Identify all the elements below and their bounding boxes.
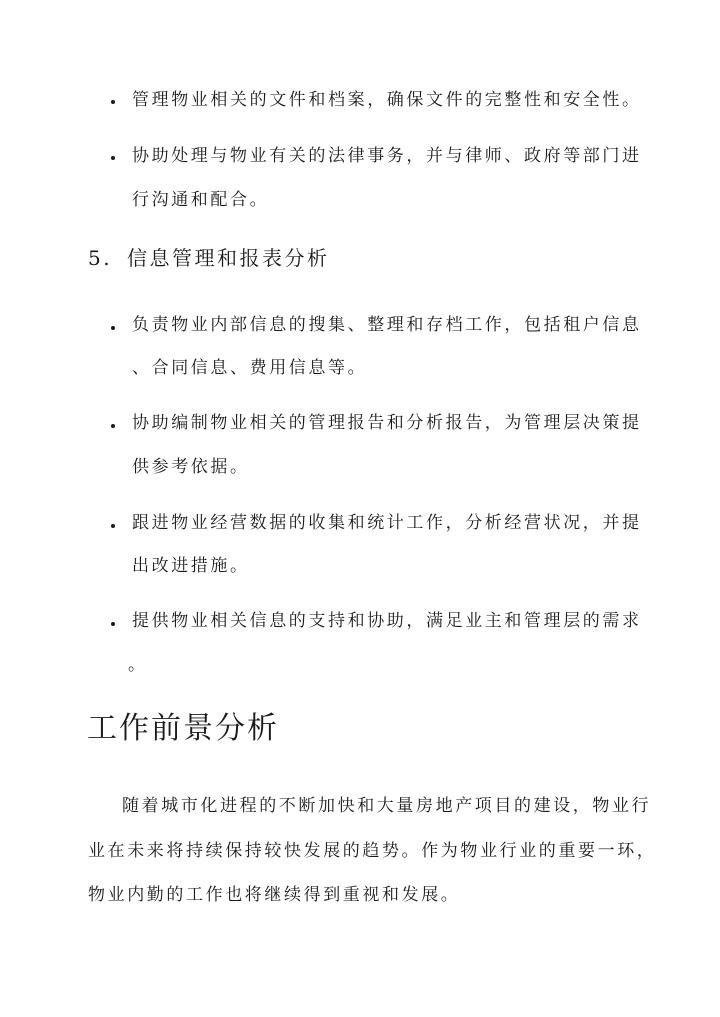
paragraph-line: 随着城市化进程的不断加快和大量房地产项目的建设，物业行 [122,796,652,816]
list-item-text: 协助处理与物业有关的法律事务，并与律师、政府等部门进 [132,146,642,166]
paragraph-line: 物业内勤的工作也将继续得到重视和发展。 [88,885,461,905]
list-item-text: 负责物业内部信息的搜集、整理和存档工作，包括租户信息 [132,315,642,335]
list-item-text: 供参考依据。 [132,457,250,477]
paragraph-line: 业在未来将持续保持较快发展的趋势。作为物业行业的重要一环， [88,841,657,861]
list-item-text: 。 [128,655,148,675]
list-item-text: 出改进措施。 [132,556,250,576]
list-item-text: 协助编制物业相关的管理报告和分析报告，为管理层决策提 [132,413,642,433]
bullet-icon [111,156,115,160]
bullet-icon [111,424,115,428]
bullet-icon [111,100,115,104]
list-item-text: 跟进物业经营数据的收集和统计工作，分析经营状况，并提 [132,513,642,533]
section-number: 5. [88,246,113,270]
list-item-text: 提供物业相关信息的支持和协助，满足业主和管理层的需求 [132,611,642,631]
bullet-icon [111,326,115,330]
list-item-text: 管理物业相关的文件和档案，确保文件的完整性和安全性。 [132,90,642,110]
list-item-text: 、合同信息、费用信息等。 [132,358,368,378]
page-title: 工作前景分析 [87,711,279,746]
list-item-text: 行沟通和配合。 [132,190,270,210]
bullet-icon [111,622,115,626]
bullet-icon [111,524,115,528]
section-title: 信息管理和报表分析 [127,246,330,270]
